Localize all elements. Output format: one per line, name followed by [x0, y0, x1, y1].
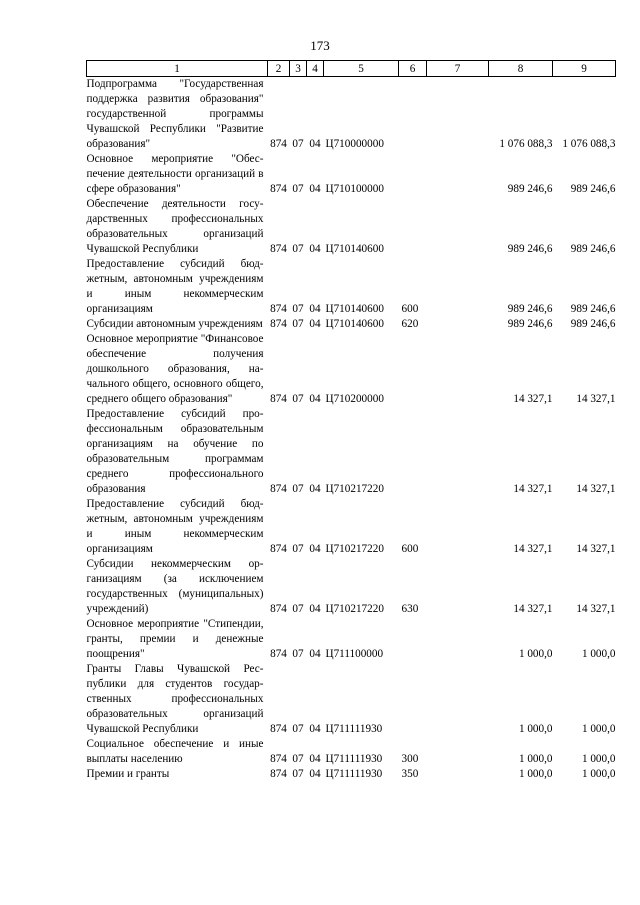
column-header: 4 — [307, 61, 324, 77]
amount-column-9: 1 000,0 — [581, 648, 616, 660]
column-7-value — [427, 497, 489, 557]
expense-type-code — [399, 662, 427, 737]
column-7-value — [427, 617, 489, 662]
subsection-code: 04 — [309, 243, 321, 255]
target-article-code: Ц710217220 — [325, 603, 384, 615]
admin-code: 874 — [270, 318, 287, 330]
amount-column-9: 14 327,1 — [576, 393, 616, 405]
expense-type-code — [399, 617, 427, 662]
subsection-code: 04 — [309, 483, 321, 495]
subsection-code: 04 — [309, 183, 321, 195]
amount-column-9: 14 327,1 — [576, 483, 616, 495]
section-code: 07 — [292, 753, 304, 765]
target-article-code: Ц711111930 — [325, 723, 383, 735]
subsection-code: 04 — [309, 723, 321, 735]
row-description: Гранты Главы Чувашской Республики для студентов государственных профессиональных образовательных организаций Чувашской Республики — [86, 663, 264, 735]
subsection-code: 04 — [309, 318, 321, 330]
amount-column-9: 1 076 088,3 — [562, 138, 616, 150]
table-row — [87, 767, 616, 782]
row-description: Социальное обеспечение и иные выплаты населению — [86, 738, 264, 765]
table-row — [87, 617, 616, 662]
amount-column-8: 989 246,6 — [507, 318, 553, 330]
expense-type-code — [399, 407, 427, 497]
amount-column-8: 1 000,0 — [518, 648, 553, 660]
table-body — [87, 77, 616, 783]
amount-column-8: 1 076 088,3 — [499, 138, 553, 150]
column-header: 2 — [268, 61, 290, 77]
amount-column-9: 14 327,1 — [576, 543, 616, 555]
table-row — [87, 497, 616, 557]
expense-type-code: 600 — [401, 303, 419, 315]
column-header: 5 — [324, 61, 399, 77]
admin-code: 874 — [270, 768, 287, 780]
table-row — [87, 332, 616, 407]
row-description: Основное мероприятие "Финансовое обеспечение получения дошкольного образования, начального общего, основного общего, среднего общего образования" — [86, 333, 264, 405]
target-article-code: Ц711111930 — [325, 753, 383, 765]
expense-type-code: 630 — [401, 603, 419, 615]
row-description: Субсидии автономным учреждениям — [86, 318, 263, 330]
table-header-row — [87, 61, 616, 77]
amount-column-8: 989 246,6 — [507, 303, 553, 315]
row-description: Премии и гранты — [86, 768, 170, 780]
column-header: 9 — [553, 61, 616, 77]
amount-column-9: 1 000,0 — [581, 768, 616, 780]
amount-column-9: 989 246,6 — [570, 318, 616, 330]
column-header: 8 — [489, 61, 553, 77]
section-code: 07 — [292, 183, 304, 195]
amount-column-8: 1 000,0 — [518, 768, 553, 780]
target-article-code: Ц710100000 — [325, 183, 384, 195]
column-7-value — [427, 407, 489, 497]
target-article-code: Ц711111930 — [325, 768, 383, 780]
section-code: 07 — [292, 723, 304, 735]
column-header: 7 — [427, 61, 489, 77]
target-article-code: Ц710000000 — [325, 138, 384, 150]
amount-column-9: 989 246,6 — [570, 183, 616, 195]
section-code: 07 — [292, 393, 304, 405]
expense-type-code — [399, 332, 427, 407]
table-row — [87, 197, 616, 257]
admin-code: 874 — [270, 753, 287, 765]
expense-type-code: 600 — [401, 543, 419, 555]
target-article-code: Ц710217220 — [325, 543, 384, 555]
row-description: Предоставление субсидий бюджетным, автономным учреждениям и иным некоммерческим организациям — [86, 498, 264, 555]
expense-type-code — [399, 77, 427, 153]
column-7-value — [427, 197, 489, 257]
section-code: 07 — [292, 303, 304, 315]
admin-code: 874 — [270, 303, 287, 315]
amount-column-9: 14 327,1 — [576, 603, 616, 615]
table-row — [87, 662, 616, 737]
table-row — [87, 557, 616, 617]
admin-code: 874 — [270, 243, 287, 255]
subsection-code: 04 — [309, 138, 321, 150]
section-code: 07 — [292, 483, 304, 495]
section-code: 07 — [292, 243, 304, 255]
admin-code: 874 — [270, 183, 287, 195]
target-article-code: Ц710140600 — [325, 303, 384, 315]
column-7-value — [427, 767, 489, 782]
column-header: 3 — [290, 61, 307, 77]
expense-type-code — [399, 197, 427, 257]
section-code: 07 — [292, 648, 304, 660]
amount-column-8: 1 000,0 — [518, 723, 553, 735]
subsection-code: 04 — [309, 603, 321, 615]
table-row — [87, 317, 616, 332]
table-row — [87, 77, 616, 153]
section-code: 07 — [292, 603, 304, 615]
admin-code: 874 — [270, 483, 287, 495]
subsection-code: 04 — [309, 303, 321, 315]
admin-code: 874 — [270, 603, 287, 615]
admin-code: 874 — [270, 138, 287, 150]
row-description: Основное мероприятие "Обеспечение деятельности организаций в сфере образования" — [86, 153, 264, 195]
amount-column-9: 1 000,0 — [581, 753, 616, 765]
amount-column-8: 1 000,0 — [518, 753, 553, 765]
subsection-code: 04 — [309, 648, 321, 660]
row-description: Основное мероприятие "Стипендии, гранты, премии и денежные поощрения" — [86, 618, 264, 660]
column-7-value — [427, 662, 489, 737]
column-7-value — [427, 77, 489, 153]
section-code: 07 — [292, 768, 304, 780]
page-number: 173 — [310, 38, 330, 53]
amount-column-8: 14 327,1 — [513, 603, 553, 615]
section-code: 07 — [292, 138, 304, 150]
column-7-value — [427, 332, 489, 407]
amount-column-8: 14 327,1 — [513, 543, 553, 555]
column-header: 6 — [399, 61, 427, 77]
admin-code: 874 — [270, 648, 287, 660]
budget-table — [86, 60, 616, 782]
row-description: Подпрограмма "Государственная поддержка развития образования" государственной программы Чувашской Республики "Развитие образования" — [86, 78, 264, 150]
row-description: Субсидии некоммерческим организациям (за исключением государственных (муниципальных) учреждений) — [86, 558, 264, 615]
expense-type-code — [399, 152, 427, 197]
amount-column-9: 989 246,6 — [570, 303, 616, 315]
amount-column-9: 989 246,6 — [570, 243, 616, 255]
amount-column-8: 989 246,6 — [507, 243, 553, 255]
column-7-value — [427, 317, 489, 332]
target-article-code: Ц710200000 — [325, 393, 384, 405]
table-row — [87, 737, 616, 767]
column-7-value — [427, 737, 489, 767]
subsection-code: 04 — [309, 753, 321, 765]
admin-code: 874 — [270, 723, 287, 735]
subsection-code: 04 — [309, 393, 321, 405]
column-7-value — [427, 152, 489, 197]
column-7-value — [427, 557, 489, 617]
amount-column-8: 989 246,6 — [507, 183, 553, 195]
amount-column-8: 14 327,1 — [513, 483, 553, 495]
admin-code: 874 — [270, 543, 287, 555]
subsection-code: 04 — [309, 768, 321, 780]
table-row — [87, 152, 616, 197]
section-code: 07 — [292, 543, 304, 555]
table-row — [87, 407, 616, 497]
column-header: 1 — [87, 61, 268, 77]
amount-column-9: 1 000,0 — [581, 723, 616, 735]
row-description: Предоставление субсидий бюджетным, автономным учреждениям и иным некоммерческим организациям — [86, 258, 264, 315]
subsection-code: 04 — [309, 543, 321, 555]
row-description: Предоставление субсидий профессиональным образовательным организациям на обучение по образовательным программам среднего профессионального образования — [86, 408, 264, 495]
column-7-value — [427, 257, 489, 317]
table-row — [87, 257, 616, 317]
admin-code: 874 — [270, 393, 287, 405]
expense-type-code: 620 — [401, 318, 419, 330]
target-article-code: Ц710140600 — [325, 243, 384, 255]
target-article-code: Ц711100000 — [325, 648, 384, 660]
target-article-code: Ц710140600 — [325, 318, 384, 330]
amount-column-8: 14 327,1 — [513, 393, 553, 405]
expense-type-code: 350 — [401, 768, 419, 780]
row-description: Обеспечение деятельности государственных профессиональных образовательных организаций Чувашской Республики — [86, 198, 264, 255]
target-article-code: Ц710217220 — [325, 483, 384, 495]
expense-type-code: 300 — [401, 753, 419, 765]
section-code: 07 — [292, 318, 304, 330]
